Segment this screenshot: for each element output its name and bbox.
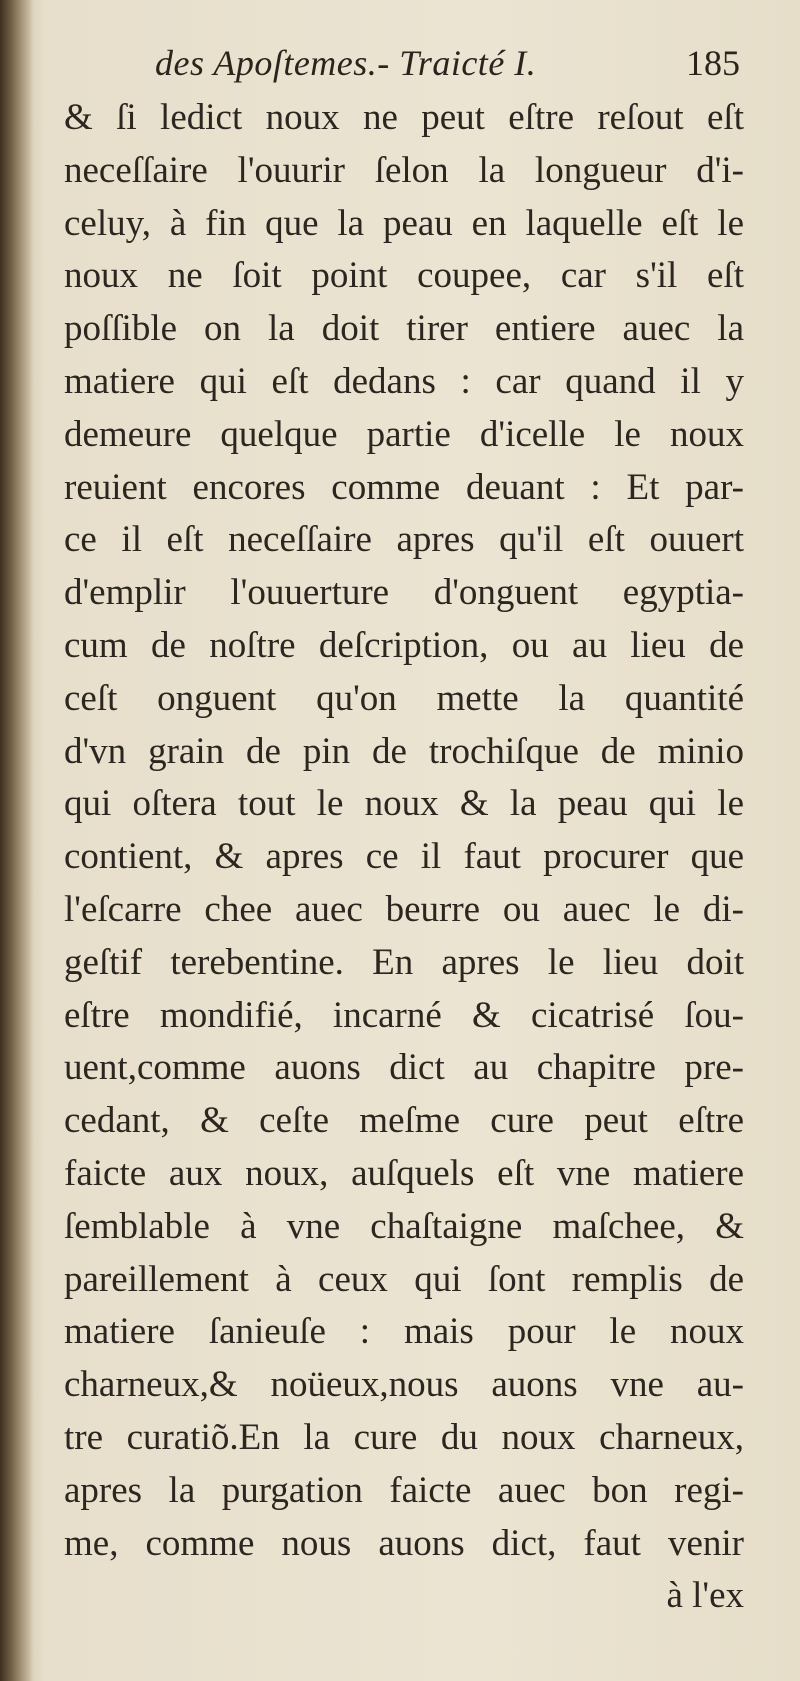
- text-line: ceſt onguent qu'on mette la quantité: [64, 677, 744, 719]
- text-line: d'vn grain de pin de trochiſque de minio: [64, 730, 744, 772]
- text-line: noux ne ſoit point coupee, car s'il eſt: [64, 255, 744, 297]
- text-line: apres la purgation faicte auec bon regi-: [64, 1469, 744, 1511]
- text-line: contient, & apres ce il faut procurer que: [64, 836, 744, 878]
- text-line: tre curatiõ.En la cure du noux charneux,: [64, 1416, 744, 1458]
- text-line: reuient encores comme deuant : Et par-: [64, 466, 744, 508]
- text-line: cum de noſtre deſcription, ou au lieu de: [64, 624, 744, 666]
- text-line: celuy, à fin que la peau en laquelle eſt le: [64, 202, 744, 244]
- text-line: qui oſtera tout le noux & la peau qui le: [64, 783, 744, 825]
- text-line: uent,comme auons dict au chapitre pre-: [64, 1047, 744, 1089]
- text-line: matiere ſanieuſe : mais pour le noux: [64, 1311, 744, 1353]
- text-line: cedant, & ceſte meſme cure peut eſtre: [64, 1100, 744, 1142]
- text-line: ce il eſt neceſſaire apres qu'il eſt ouuert: [64, 519, 744, 561]
- text-line: matiere qui eſt dedans : car quand il y: [64, 360, 744, 402]
- text-line: eſtre mondifié, incarné & cicatrisé ſou-: [64, 994, 744, 1036]
- text-line: l'eſcarre chee auec beurre ou auec le di-: [64, 888, 744, 930]
- text-line: geſtif terebentine. En apres le lieu doit: [64, 941, 744, 983]
- text-line: demeure quelque partie d'icelle le noux: [64, 413, 744, 455]
- text-line: pareillement à ceux qui ſont remplis de: [64, 1258, 744, 1300]
- running-title: des Apoſtemes.- Traicté I.: [155, 43, 537, 83]
- text-line: ſemblable à vne chaſtaigne maſchee, &: [64, 1205, 744, 1247]
- text-line: neceſſaire l'ouurir ſelon la longueur d'i-: [64, 149, 744, 191]
- page-header: [140, 42, 740, 90]
- text-line: me, comme nous auons dict, faut venir: [64, 1522, 744, 1564]
- text-line: faicte aux noux, auſquels eſt vne matiere: [64, 1152, 744, 1194]
- text-line: poſſible on la doit tirer entiere auec la: [64, 308, 744, 350]
- text-line: d'emplir l'ouuerture d'onguent egyptia-: [64, 572, 744, 614]
- text-line: charneux,& noüeux,nous auons vne au-: [64, 1364, 744, 1406]
- catchword: à l'ex: [666, 1575, 744, 1617]
- text-line: & ſi ledict noux ne peut eſtre reſout eſt: [64, 97, 744, 138]
- page-number: 185: [686, 43, 740, 83]
- body-text: [64, 92, 744, 1623]
- page-gutter-shadow: [0, 0, 34, 1681]
